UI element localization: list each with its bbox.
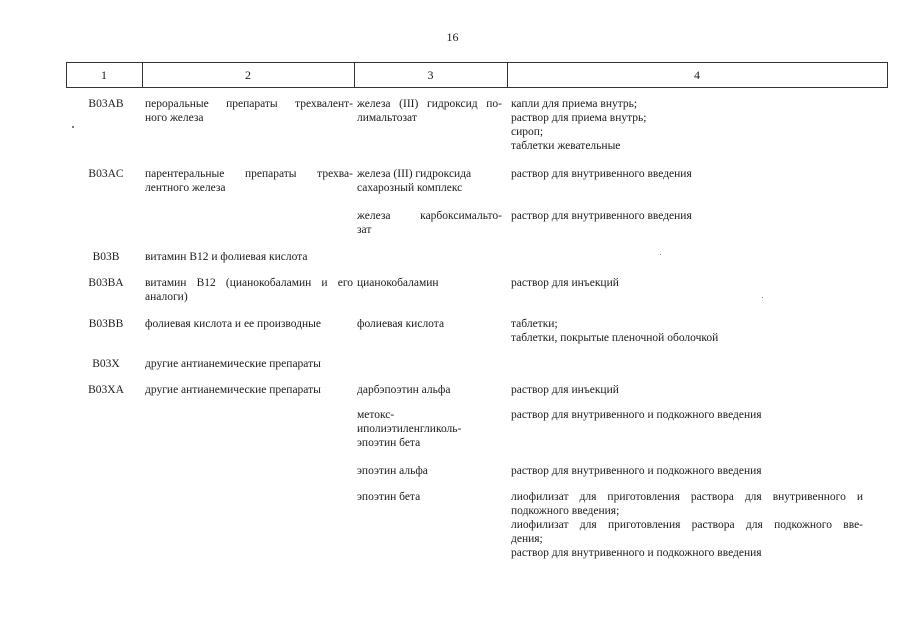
text-line: фолиевая кислота и ее производные <box>145 318 321 330</box>
text-line: аналоги) <box>145 291 188 303</box>
text-line: железа (III) гидроксида <box>357 168 472 180</box>
column-header-4: 4 <box>694 68 700 82</box>
pharmacological-group <box>145 167 353 195</box>
atc-code: B03BA <box>88 277 124 289</box>
text-line: иполиэтиленгликоль- <box>357 423 462 435</box>
pharmacological-group <box>145 250 353 264</box>
dosage-forms <box>511 167 863 181</box>
dosage-forms <box>511 317 863 345</box>
dosage-forms <box>511 490 863 560</box>
text-line: железа (III) гидроксид по- <box>357 98 502 110</box>
text-line: другие антианемические препараты <box>145 384 321 396</box>
dosage-forms <box>511 464 863 478</box>
text-line: раствор для внутривенного и подкожного введения <box>511 547 762 559</box>
text-line: раствор для внутривенного и подкожного введения <box>511 465 762 477</box>
text-line: эпоэтин бета <box>357 437 421 449</box>
text-line: другие антианемические препараты <box>145 358 321 370</box>
text-line: дарбэпоэтин альфа <box>357 384 451 396</box>
drug-name <box>357 408 502 450</box>
column-header-2: 2 <box>245 68 251 82</box>
pharmacological-group <box>145 276 353 304</box>
column-header-3: 3 <box>427 68 434 82</box>
text-line: дения; <box>511 533 543 545</box>
drug-name <box>357 490 502 504</box>
text-line: витамин B12 (цианокобаламин и его <box>145 277 353 289</box>
atc-code: B03X <box>92 358 120 370</box>
text-line: эпоэтин бета <box>357 491 421 503</box>
text-line: эпоэтин альфа <box>357 465 428 477</box>
page-number: 16 <box>446 30 459 44</box>
dosage-forms <box>511 383 863 397</box>
drug-name <box>357 464 502 478</box>
text-line: фолиевая кислота <box>357 318 445 330</box>
drug-name <box>357 383 502 397</box>
dosage-forms <box>511 408 863 422</box>
text-line: таблетки, покрытые пленочной оболочкой <box>511 332 719 344</box>
dosage-forms <box>511 209 863 223</box>
atc-code: B03AB <box>88 98 124 110</box>
text-line: витамин B12 и фолиевая кислота <box>145 251 308 263</box>
table-header-bottom-border <box>66 87 888 88</box>
text-line: пероральные препараты трехвалент- <box>145 98 353 110</box>
pharmacological-group <box>145 97 353 125</box>
pharmacological-group <box>145 357 353 371</box>
text-line: сироп; <box>511 126 544 138</box>
drug-name <box>357 276 502 290</box>
drug-name <box>357 97 502 125</box>
text-line: раствор для внутривенного введения <box>511 168 692 180</box>
text-line: цианокобаламин <box>357 277 439 289</box>
text-line: раствор для инъекций <box>511 384 619 396</box>
atc-code: B03XA <box>88 384 124 396</box>
scan-speck <box>762 297 763 298</box>
dosage-forms <box>511 97 863 153</box>
text-line: зат <box>357 224 372 236</box>
drug-name <box>357 167 502 195</box>
drug-name <box>357 317 502 331</box>
atc-code: B03BB <box>88 318 124 330</box>
text-line: парентеральные препараты трехва- <box>145 168 353 180</box>
text-line: раствор для внутривенного введения <box>511 210 692 222</box>
text-line: подкожного введения; <box>511 505 620 517</box>
text-line: лиофилизат для приготовления раствора для внутривенного и <box>511 491 863 503</box>
text-line: капли для приема внутрь; <box>511 98 638 110</box>
text-line: таблетки жевательные <box>511 140 621 152</box>
dosage-forms <box>511 276 863 290</box>
atc-code: B03AC <box>88 168 124 180</box>
atc-code: B03B <box>92 251 120 263</box>
text-line: лимальтозат <box>357 112 417 124</box>
text-line: железа карбоксимальто- <box>357 210 502 222</box>
text-line: раствор для приема внутрь; <box>511 112 647 124</box>
text-line: таблетки; <box>511 318 558 330</box>
table-header-top-border <box>66 62 888 63</box>
scan-speck <box>660 254 661 255</box>
scan-speck <box>72 126 74 128</box>
column-header-1: 1 <box>101 68 107 82</box>
pharmacological-group <box>145 317 353 331</box>
drug-name <box>357 209 502 237</box>
text-line: метокс- <box>357 409 395 421</box>
text-line: раствор для внутривенного и подкожного введения <box>511 409 762 421</box>
text-line: лиофилизат для приготовления раствора для подкожного вве- <box>511 519 863 531</box>
pharmacological-group <box>145 383 353 397</box>
text-line: раствор для инъекций <box>511 277 619 289</box>
text-line: сахарозный комплекс <box>357 182 463 194</box>
text-line: ного железа <box>145 112 204 124</box>
column-divider <box>887 62 888 88</box>
text-line: лентного железа <box>145 182 226 194</box>
